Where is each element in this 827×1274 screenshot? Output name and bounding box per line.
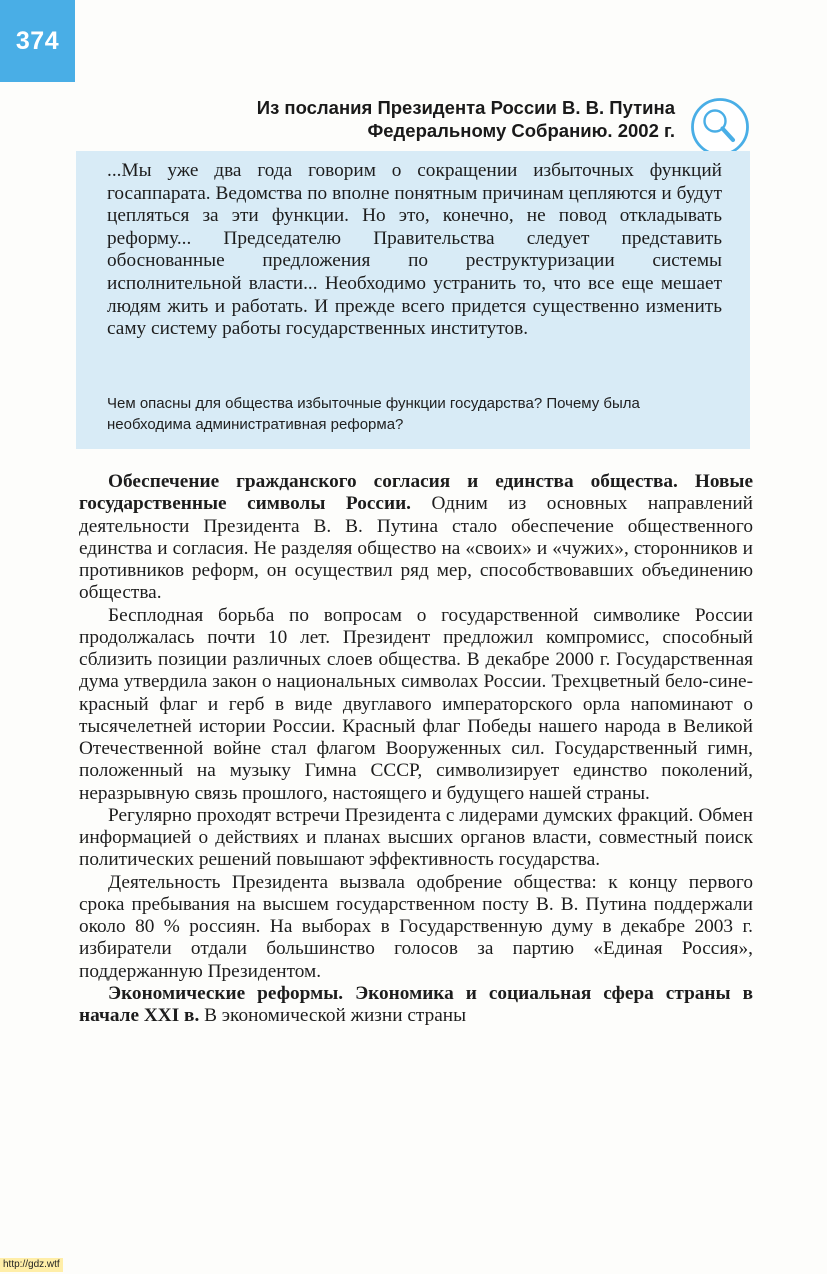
section-heading-economy: Экономические реформы. Экономика и социальная сфера страны в начале XXI в. (79, 982, 753, 1026)
paragraph-approval: Деятельность Президента вызвала одобрение общества: к концу первого срока пребывания на высшем государственном посту В. В. Путина поддержали около 80 % россиян. На выборах в Государственную думу в декабре 2003 г. избиратели отдали большинство голосов за партию «Единая Россия», поддержанную Президентом. (79, 871, 753, 982)
section-heading-unity: Обеспечение гражданского согласия и единства общества. Новые государственные символы России. (79, 471, 753, 515)
main-text (79, 471, 753, 1027)
magnifier-icon (690, 97, 750, 157)
paragraph-meetings: Регулярно проходят встречи Президента с лидерами думских фракций. Обмен информацией о действиях и планах высших органов власти, совместный поиск политических решений повышают эффективность государства. (79, 804, 753, 871)
source-heading (257, 96, 675, 142)
quote-question: Чем опасны для общества избыточные функции государства? Почему была необходима административная реформа? (107, 395, 640, 433)
paragraph-symbols (79, 471, 753, 605)
source-heading-line2: Федеральному Собранию. 2002 г. (367, 120, 675, 141)
paragraph-economy (79, 983, 753, 1028)
paragraph-symbolism: Бесплодная борьба по вопросам о государственной символике России продолжалась почти 10 лет. Президент предложил компромисс, способный сблизить позиции различных слоев общества. В декабре 2000 г. Государственная дума утвердила закон о национальных символах России. Трехцветный бело-сине-красный флаг и герб в виде двуглавого императорского орла напоминают о тысячелетней истории России. Красный флаг Победы нашего народа в Великой Отечественной войне стал флагом Вооруженных сил. Государственный гимн, положенный на музыку Гимна СССР, символизирует единство поколений, неразрывную связь прошлого, настоящего и будущего нашей страны. (79, 604, 753, 804)
source-heading-line1: Из послания Президента России В. В. Путина (256, 97, 675, 118)
page-number: 374 (0, 0, 75, 82)
footer-link[interactable]: http://gdz.wtf (0, 1258, 63, 1272)
quote-text: ...Мы уже два года говорим о сокращении избыточных функций госаппарата. Ведомства по вполне понятным причинам цепляются и будут цепляться за эти функции. Но это, конечно, не повод откладывать реформу... Председателю Правительства следует представить обоснованные предложения по реструктуризации системы исполнительной власти... Необходимо устранить то, что все еще мешает людям жить и работать. И прежде всего придется существенно изменить саму систему работы государственных институтов. (107, 160, 722, 340)
paragraph-text: Одним из основных направлений деятельности Президента В. В. Путина стало обеспечение общественного единства и согласия. Не разделяя общество на «своих» и «чужих», сторонников и противников реформ, он осуществил ряд мер, способствовавших объединению общества. (79, 493, 753, 604)
paragraph-text: В экономической жизни страны (204, 1005, 467, 1026)
